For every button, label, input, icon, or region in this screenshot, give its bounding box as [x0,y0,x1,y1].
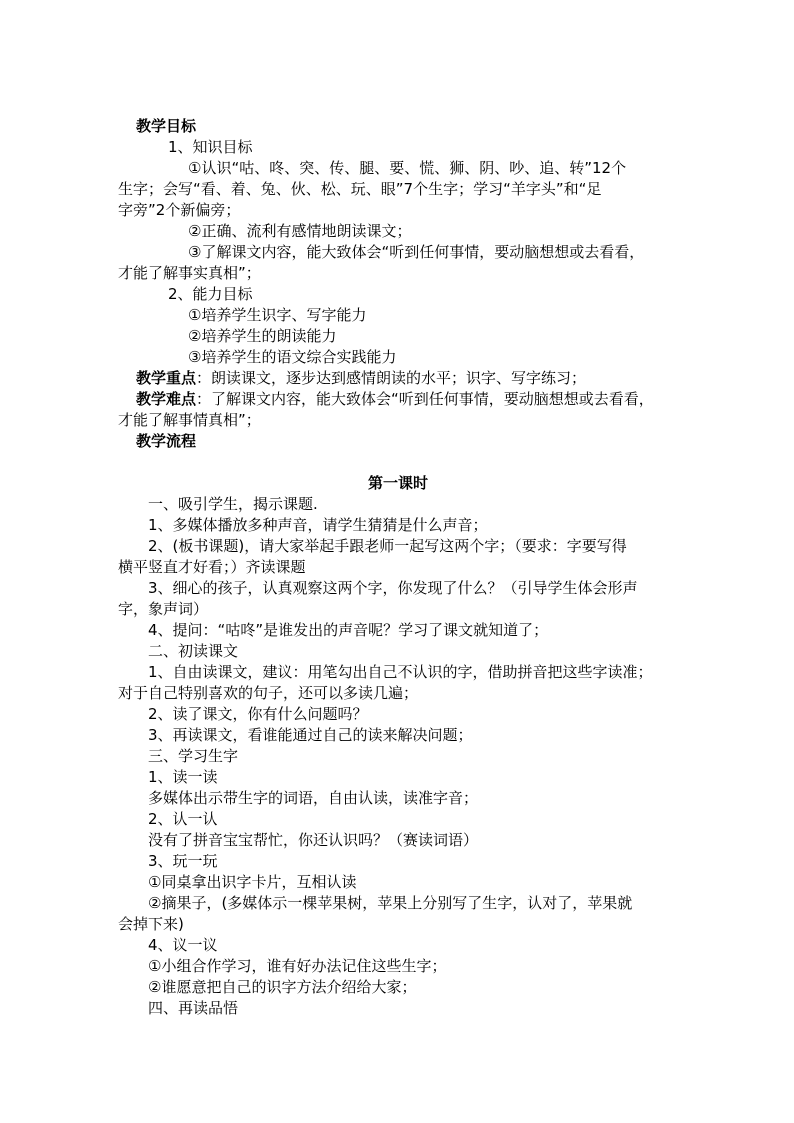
section-3-read-title: 1、读一读 [148,768,218,786]
section-3-discuss-title: 4、议一议 [148,936,218,954]
section-3-discuss-item-2: ②谁愿意把自己的识字方法介绍给大家； [148,978,417,996]
section-1-step-2-line-1: 2、(板书课题)，请大家举起手跟老师一起写这两个字；（要求：字要写得 [148,537,627,555]
section-1-step-3-line-1: 3、细心的孩子，认真观察这两个字，你发现了什么？（引导学生体会形声 [148,579,638,597]
lesson-title: 第一课时 [367,474,428,492]
section-3-title: 三、学习生字 [148,747,239,765]
section-2-step-1-line-2: 对于自己特别喜欢的句子，还可以多读几遍； [118,684,419,702]
knowledge-item-1-line-1: ①认识“咕、咚、突、传、腿、要、慌、狮、阴、吵、追、转”12个 [188,159,627,177]
knowledge-item-1-line-3: 字旁”2个新偏旁； [118,201,241,219]
section-2-step-3: 3、再读课文，看谁能通过自己的读来解决问题； [148,726,473,744]
knowledge-item-2: ②正确、流利有感情地朗读课文； [188,222,412,240]
process-heading: 教学流程 [136,432,197,450]
section-3-recognize-title: 2、认一认 [148,810,218,828]
section-1-title: 一、吸引学生，揭示课题. [148,495,318,513]
section-2-step-2: 2、读了课文，你有什么问题吗？ [148,705,368,723]
section-1-step-1: 1、多媒体播放多种声音，请学生猜猜是什么声音； [148,516,488,534]
section-3-play-item-1: ①同桌拿出识字卡片，互相认读 [148,873,357,891]
knowledge-item-3-line-2: 才能了解事实真相”； [118,264,261,282]
section-3-play-item-2-line-2: 会掉下来) [118,915,184,933]
key-point-label: 教学重点 [136,369,197,387]
section-4-title: 四、再读品悟 [148,999,239,1017]
difficulty-label: 教学难点 [136,390,197,408]
difficulty-line-1 [118,389,678,410]
section-1-step-2-line-2: 横平竖直才好看；）齐读课题 [118,558,306,576]
difficulty-text-1: ：了解课文内容，能大致体会“听到任何事情，要动脑想想或去看看， [196,390,654,408]
section-3-play-title: 3、玩一玩 [148,852,218,870]
section-1-step-4: 4、提问：“咕咚”是谁发出的声音呢？学习了课文就知道了； [148,621,549,639]
section-3-discuss-item-1: ①小组合作学习，谁有好办法记住这些生字； [148,957,447,975]
knowledge-objectives-title: 1、知识目标 [168,138,253,156]
section-2-title: 二、初读课文 [148,642,239,660]
knowledge-item-1-line-2: 生字；会写“看、着、兔、伙、松、玩、眼”7个生字；学习“羊字头”和“足 [118,180,602,198]
objectives-heading: 教学目标 [136,117,197,135]
ability-objectives-title: 2、能力目标 [168,285,253,303]
section-3-read-text: 多媒体出示带生字的词语，自由认读，读准字音； [148,789,479,807]
ability-item-2: ②培养学生的朗读能力 [188,327,337,345]
section-3-play-item-2-line-1: ②摘果子，(多媒体示一棵苹果树，苹果上分别写了生字，认对了，苹果就 [148,894,633,912]
spacer [118,452,678,473]
section-2-step-1-line-1: 1、自由读课文，建议：用笔勾出自己不认识的字，借助拼音把这些字读准； [148,663,653,681]
key-point-text: ：朗读课文，逐步达到感情朗读的水平；识字、写字练习； [196,369,587,387]
difficulty-line-2: 才能了解事情真相”； [118,411,261,429]
ability-item-3: ③培养学生的语文综合实践能力 [188,348,397,366]
knowledge-item-3-line-1: ③了解课文内容，能大致体会“听到任何事情，要动脑想想或去看看， [188,243,645,261]
key-point-line [118,368,678,389]
section-3-recognize-text: 没有了拼音宝宝帮忙，你还认识吗？（赛读词语） [148,831,479,849]
section-1-step-3-line-2: 字，象声词） [118,600,209,618]
document-body [118,116,678,1019]
ability-item-1: ①培养学生识字、写字能力 [188,306,367,324]
